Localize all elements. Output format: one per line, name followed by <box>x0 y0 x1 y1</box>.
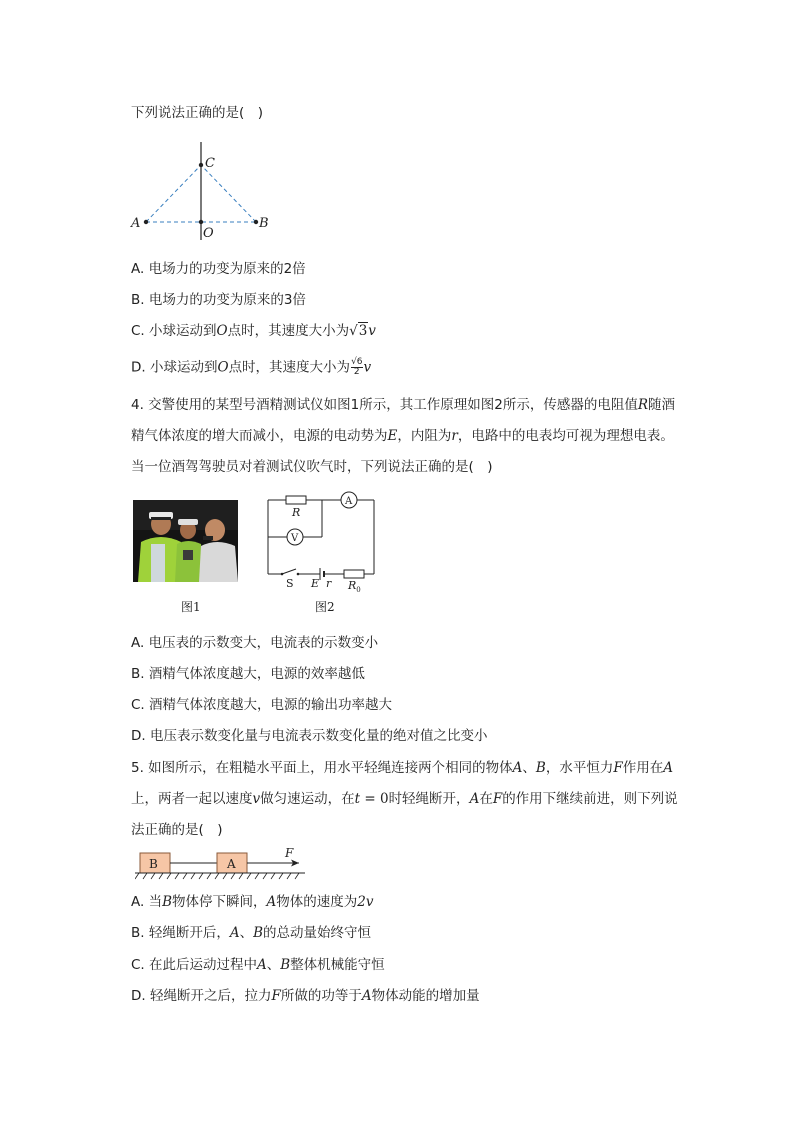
label-c: C <box>205 156 215 171</box>
sqrt-3: √3 <box>349 323 368 339</box>
point-c <box>199 163 203 167</box>
label-o: O <box>203 226 214 241</box>
label-internal-resistance: r <box>326 577 332 590</box>
q3-stem: 下列说法正确的是( ) <box>131 105 264 121</box>
q4-stem-line1: 4. 交警使用的某型号酒精测试仪如图1所示，其工作原理如图2所示，传感器的电阻值R随酒 <box>131 397 676 413</box>
q4-stem-line2: 精气体浓度的增大而减小，电源的电动势为E，内阻为r，电路中的电表均可视为理想电表。 <box>131 428 674 444</box>
q5-option-b: B. 轻绳断开后，A、B的总动量始终守恒 <box>131 925 372 941</box>
q4-option-d: D. 电压表示数变化量与电流表示数变化量的绝对值之比变小 <box>131 728 488 744</box>
q5-stem-line1: 5. 如图所示，在粗糙水平面上，用水平轻绳连接两个相同的物体A、B，水平恒力F作用在A <box>131 760 673 776</box>
line-ac <box>146 165 201 222</box>
label-voltmeter: V <box>291 533 299 544</box>
q5-option-d: D. 轻绳断开之后，拉力F所做的功等于A物体动能的增加量 <box>131 988 480 1004</box>
q4-option-a: A. 电压表的示数变大，电流表的示数变小 <box>131 635 379 651</box>
line-bc <box>201 165 256 222</box>
label-emf: E <box>311 577 320 590</box>
label-a: A <box>131 216 141 231</box>
point-a <box>144 220 148 224</box>
point-o <box>199 220 203 224</box>
block-b-label: B <box>149 857 158 871</box>
q3-option-d: D. 小球运动到O点时，其速度大小为 $\frac{√6}{2}$ v <box>131 357 372 377</box>
q5-stem-line3: 法正确的是( ) <box>131 822 223 838</box>
label-r: R <box>292 506 301 519</box>
label-switch: S <box>286 577 294 590</box>
circuit-diagram <box>262 490 380 592</box>
figure1-caption: 图1 <box>181 600 201 614</box>
breathalyzer-photo <box>133 500 238 582</box>
point-b <box>254 220 258 224</box>
q5-option-a: A. 当B物体停下瞬间，A物体的速度为2v <box>131 894 374 910</box>
label-b: B <box>259 216 269 231</box>
q5-stem-line2: 上，两者一起以速度v做匀速运动，在t = 0时轻绳断开，A在F的作用下继续前进，则下列说 <box>131 791 678 807</box>
fraction-sqrt6-over-2: $\frac{√6}{2}$ <box>351 357 363 377</box>
figure2-caption: 图2 <box>315 600 335 614</box>
label-r0: $R_0$ <box>348 579 361 592</box>
resistor-r0 <box>344 570 364 578</box>
blocks-figure <box>135 846 310 882</box>
q3-option-c: C. 小球运动到O点时，其速度大小为√3v <box>131 323 376 339</box>
label-ammeter: A <box>345 496 353 507</box>
resistor-r <box>286 496 306 504</box>
q3-option-a: A. 电场力的功变为原来的2倍 <box>131 261 306 277</box>
block-a-label: A <box>227 857 236 871</box>
q4-stem-line3: 当一位酒驾驾驶员对着测试仪吹气时，下列说法正确的是( ) <box>131 459 493 475</box>
q3-option-b: B. 电场力的功变为原来的3倍 <box>131 292 306 308</box>
q4-option-c: C. 酒精气体浓度越大，电源的输出功率越大 <box>131 697 393 713</box>
q5-option-c: C. 在此后运动过程中A、B整体机械能守恒 <box>131 957 385 973</box>
switch-blade <box>282 569 296 574</box>
q3-geometry-figure <box>128 140 278 245</box>
force-label: F <box>285 846 294 860</box>
q4-option-b: B. 酒精气体浓度越大，电源的效率越低 <box>131 666 365 682</box>
